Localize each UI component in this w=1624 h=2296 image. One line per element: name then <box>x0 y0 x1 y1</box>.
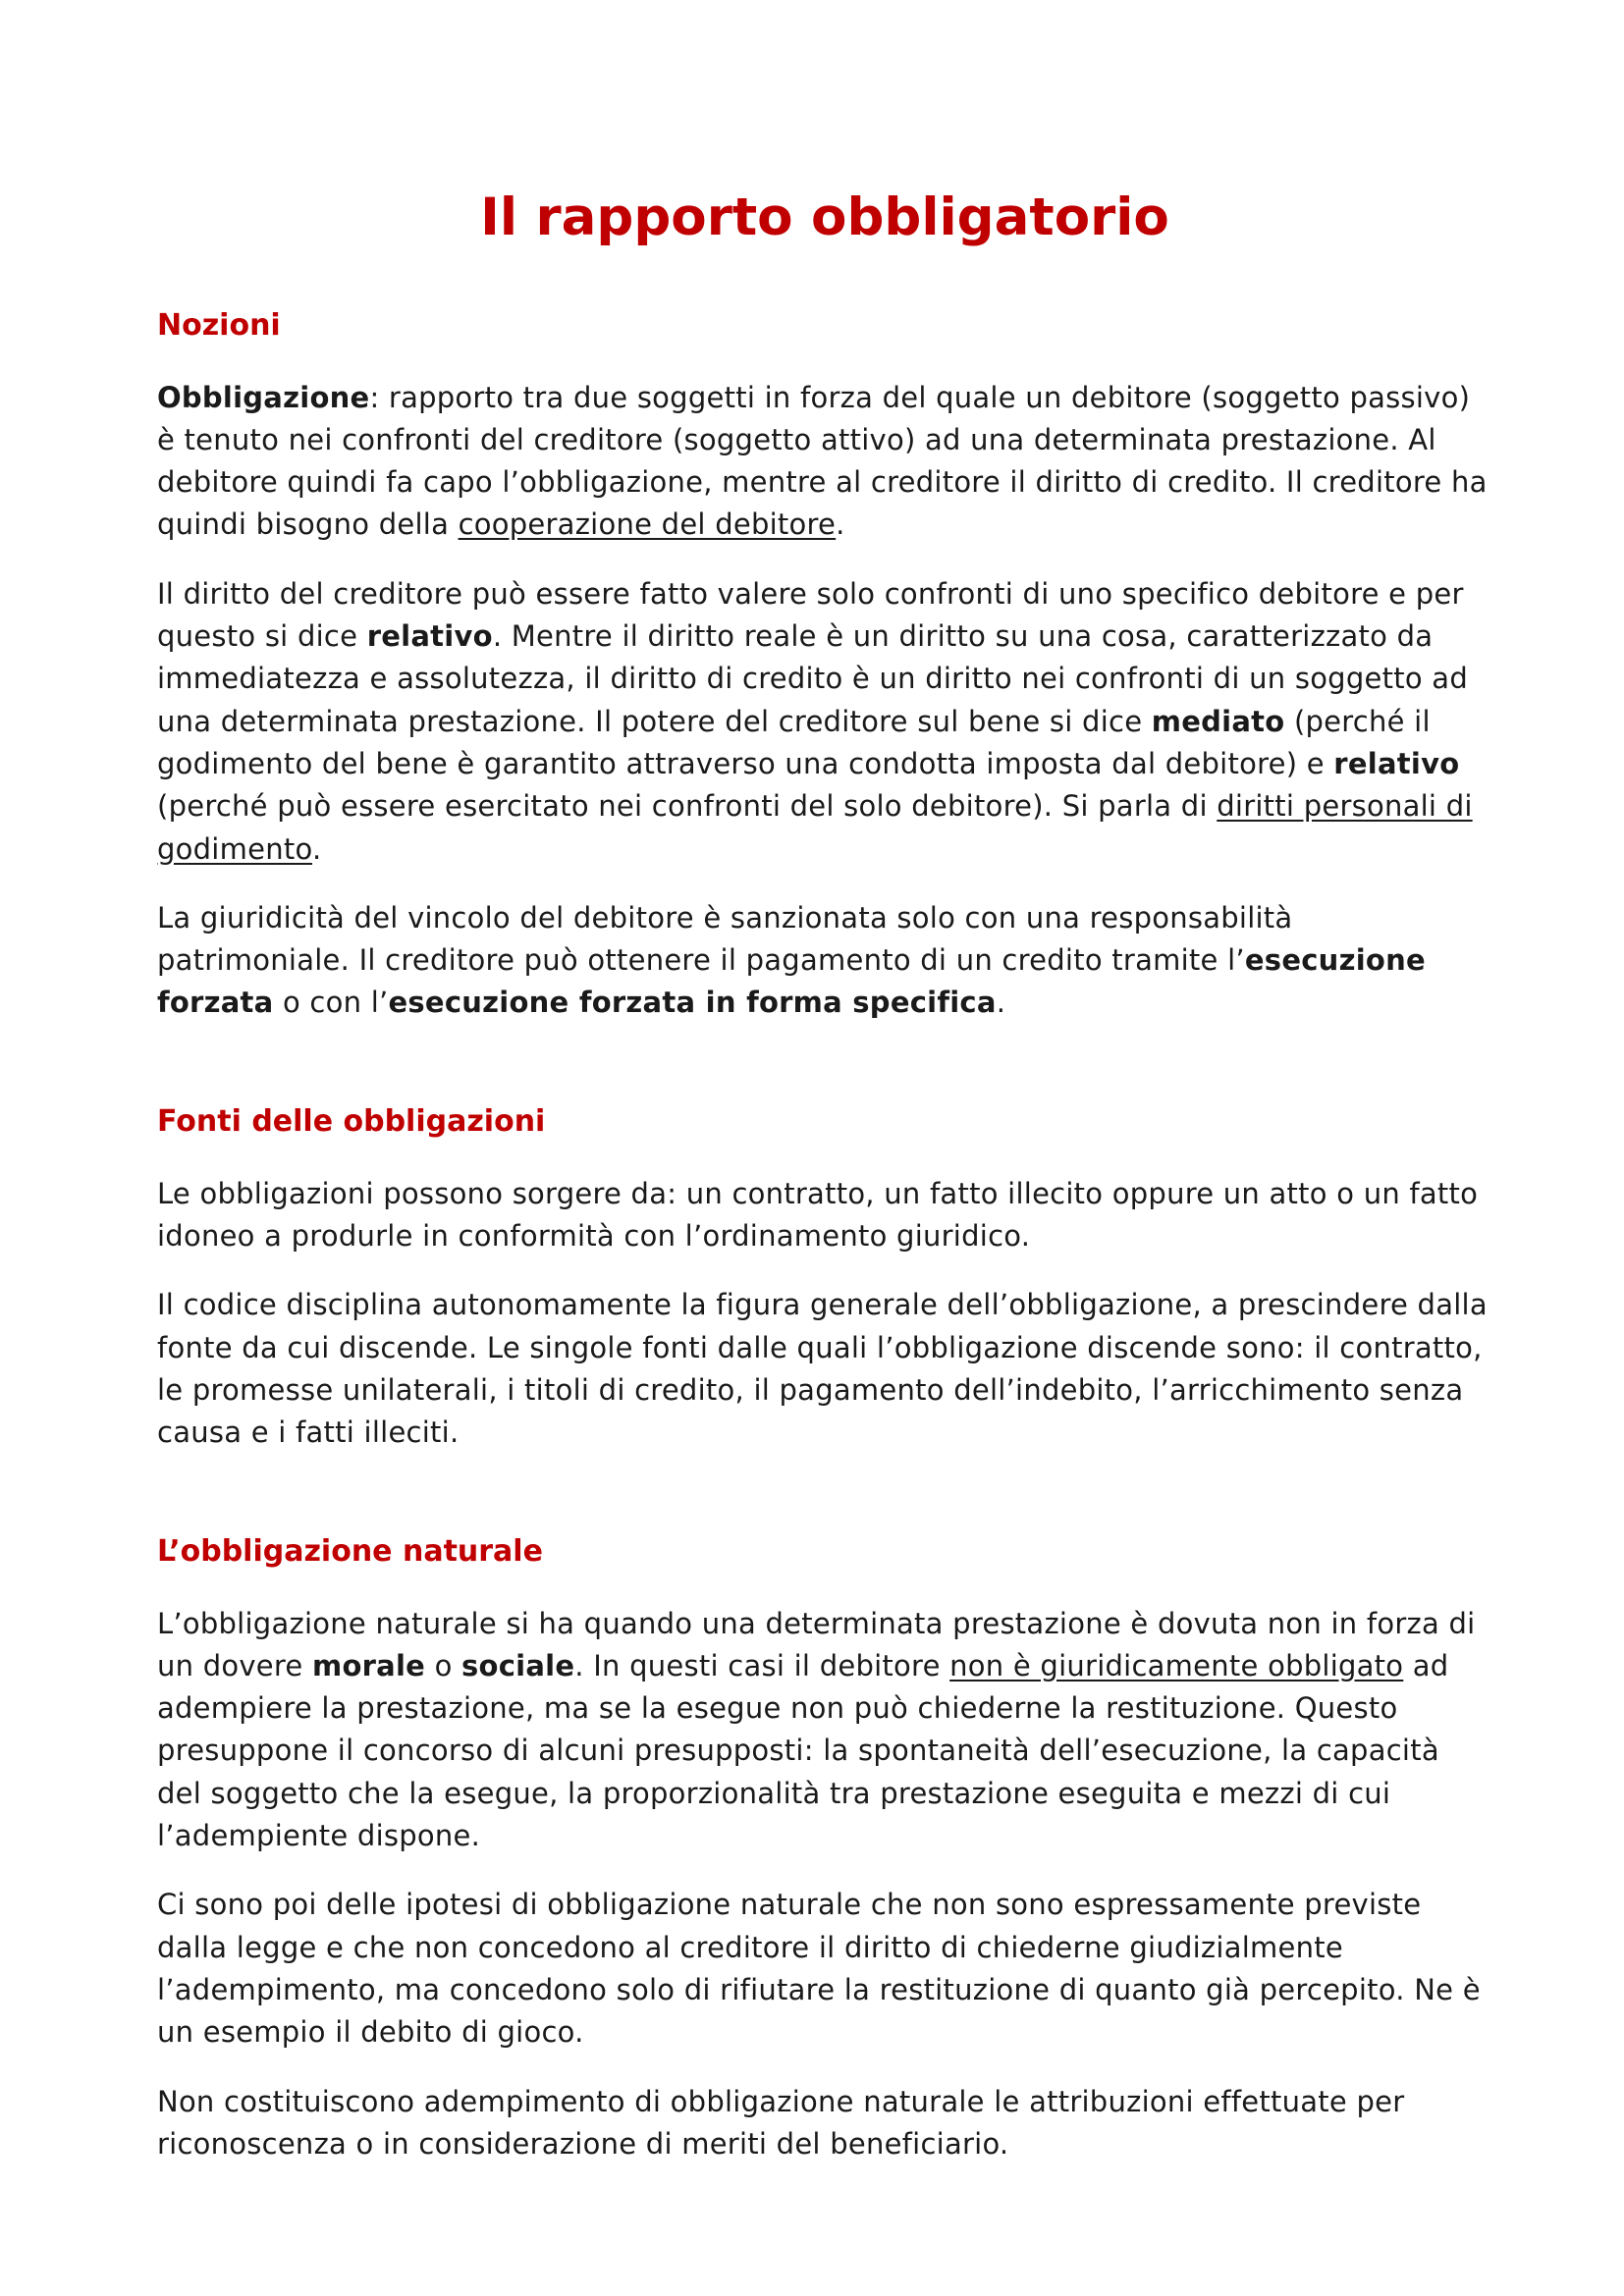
document-body <box>157 308 1492 2166</box>
section-heading: L’obbligazione naturale <box>157 1533 543 1569</box>
section <box>157 1104 1492 1534</box>
text-run: Il codice disciplina autonomamente la figura generale dell’obbligazione, a prescindere dalla fonte da cui discende. Le singole fonti dalle quali l’obbligazione discende sono: il contratto, le promesse unilaterali, i titoli di credito, il pagamento dell’indebito, l’arricchimento senza causa e i fatti illeciti. <box>157 1288 1488 1450</box>
document-page <box>157 187 1492 2192</box>
text-run: La giuridicità del vincolo del debitore è sanzionata solo con una responsabilità patrimoniale. Il creditore può ottenere il pagamento di un credito tramite l’ <box>157 900 1293 978</box>
paragraph <box>157 897 1492 1025</box>
paragraph <box>157 1884 1492 2054</box>
section-spacer <box>157 1051 1492 1104</box>
section <box>157 1534 1492 2166</box>
text-run: Non costituiscono adempimento di obbligazione naturale le attribuzioni effettuate per riconoscenza o in considerazione di meriti del beneficiario. <box>157 2084 1405 2161</box>
underlined-term: diritti personali di godimento <box>157 789 1473 866</box>
text-run: Ci sono poi delle ipotesi di obbligazione naturale che non sono espressamente previste dalla legge e che non concedono al creditore il diritto di chiederne giudizialmente l’adempimento, ma concedono solo di rifiutare la restituzione di quanto già percepito. Ne è un esempio il debito di gioco. <box>157 1888 1481 2050</box>
text-run: o <box>425 1648 462 1682</box>
text-run: . Mentre il diritto reale è un diritto su una cosa, caratterizzato da immediatezza e assolutezza, il diritto di credito è un diritto nei confronti di un soggetto ad una determinata prestazione. Il potere del creditore sul bene si dice <box>157 619 1468 738</box>
paragraph <box>157 1603 1492 1858</box>
underlined-term: cooperazione del debitore <box>458 507 837 542</box>
section-spacer <box>157 1481 1492 1534</box>
text-run: Il diritto del creditore può essere fatto valere solo confronti di uno specifico debitore e per questo si dice <box>157 576 1464 654</box>
bold-term: morale <box>311 1648 426 1682</box>
bold-term: esecuzione forzata in forma specifica <box>388 986 997 1020</box>
bold-term: relativo <box>366 619 493 654</box>
text-run: . <box>311 831 322 866</box>
text-run: Le obbligazioni possono sorgere da: un contratto, un fatto illecito oppure un atto o un fatto idoneo a produrle in conformità con l’ordinamento giuridico. <box>157 1176 1479 1254</box>
bold-term: Obbligazione <box>157 380 370 414</box>
section-heading: Fonti delle obbligazioni <box>157 1103 546 1139</box>
section-heading: Nozioni <box>157 307 281 343</box>
paragraph <box>157 1173 1492 1258</box>
bold-term: mediato <box>1151 704 1285 738</box>
text-run: : rapporto tra due soggetti in forza del quale un debitore (soggetto passivo) è tenuto nei confronti del creditore (soggetto attivo) ad una determinata prestazione. Al debitore quindi fa capo l’obbligazione, mentre al creditore il diritto di credito. Il creditore ha quindi bisogno della <box>157 380 1488 542</box>
section <box>157 308 1492 1104</box>
paragraph <box>157 377 1492 547</box>
paragraph <box>157 573 1492 871</box>
text-run: . <box>836 507 845 542</box>
text-run: ad adempiere la prestazione, ma se la esegue non può chiederne la restituzione. Questo presuppone il concorso di alcuni presupposti: la spontaneità dell’esecuzione, la capacità del soggetto che la esegue, la proporzionalità tra prestazione eseguita e mezzi di cui l’adempiente dispone. <box>157 1648 1449 1853</box>
text-run: o con l’ <box>273 986 389 1020</box>
paragraph <box>157 1284 1492 1454</box>
text-run: L’obbligazione naturale si ha quando una determinata prestazione è dovuta non in forza di un dovere <box>157 1606 1476 1682</box>
text-run: . In questi casi il debitore <box>574 1648 950 1682</box>
bold-term: esecuzione forzata <box>157 943 1426 1020</box>
text-run: (perché il godimento del bene è garantito attraverso una condotta imposta dal debitore) e <box>157 704 1431 780</box>
bold-term: sociale <box>461 1648 575 1682</box>
bold-term: relativo <box>1333 746 1460 780</box>
text-run: (perché può essere esercitato nei confronti del solo debitore). Si parla di <box>157 789 1218 824</box>
paragraph <box>157 2081 1492 2166</box>
underlined-term: non è giuridicamente obbligato <box>949 1648 1404 1682</box>
text-run: . <box>996 986 1006 1020</box>
page-title: Il rapporto obbligatorio <box>480 187 1169 247</box>
